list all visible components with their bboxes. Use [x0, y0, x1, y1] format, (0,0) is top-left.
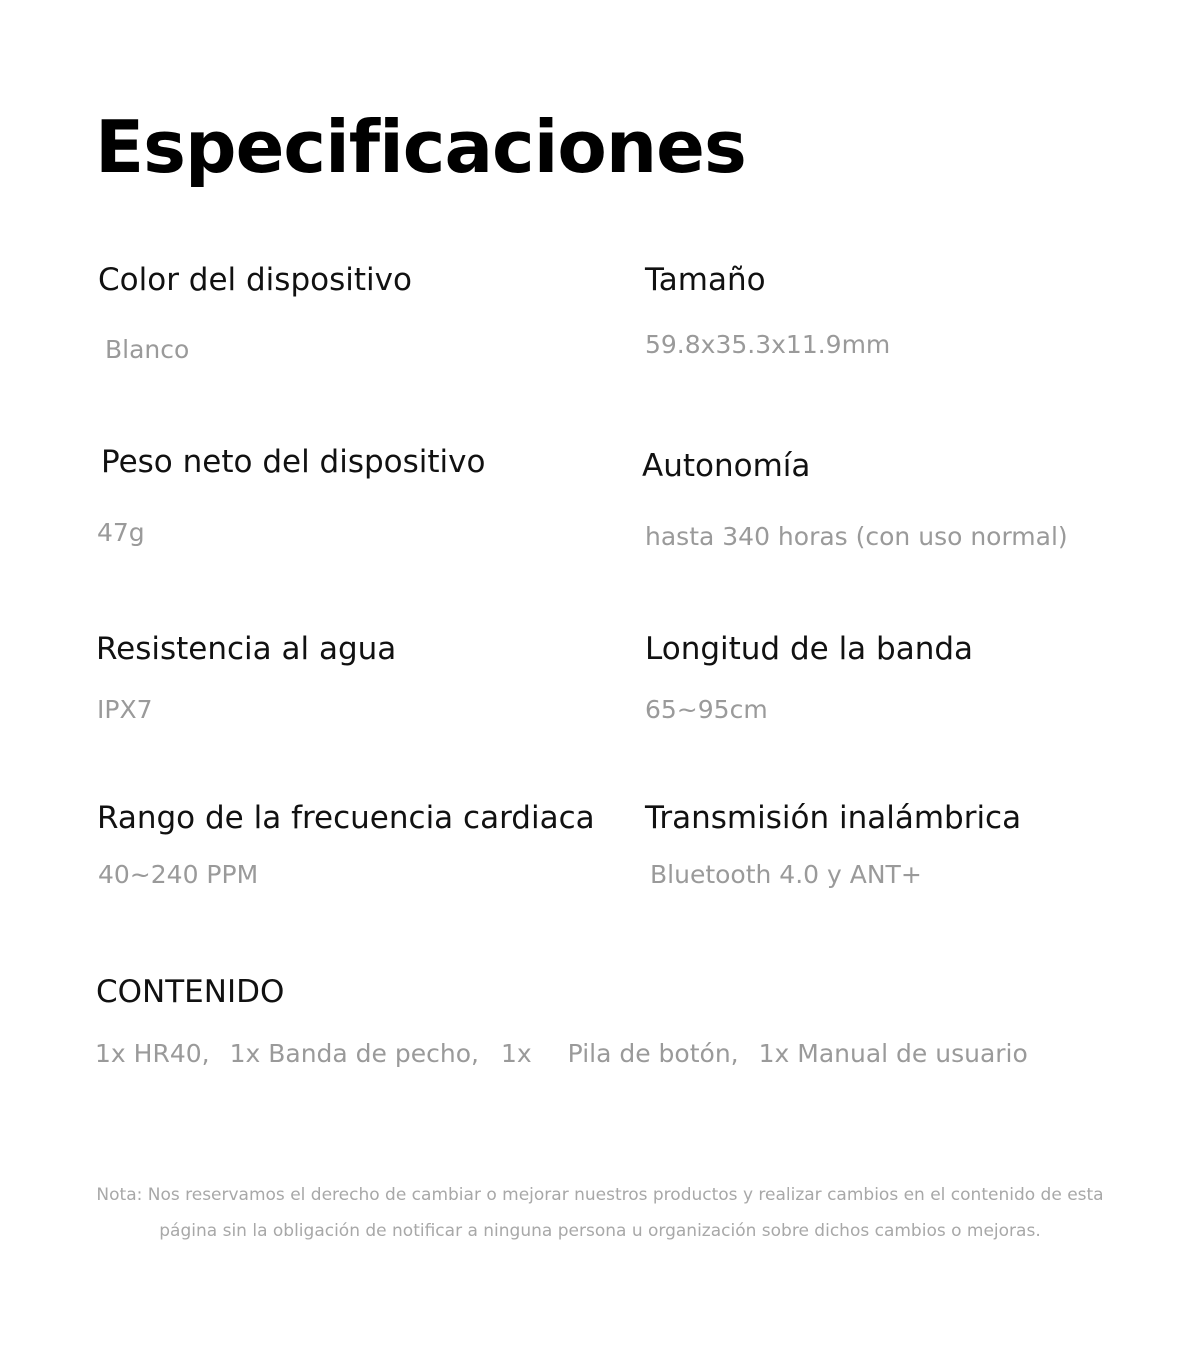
contents-list — [95, 1039, 1028, 1069]
spec-value-wireless: Bluetooth 4.0 y ANT+ — [650, 860, 922, 889]
contents-item: 1x Manual de usuario — [758, 1039, 1028, 1068]
contents-item: Pila de botón, — [567, 1039, 739, 1068]
spec-label-weight: Peso neto del dispositivo — [101, 444, 486, 480]
spec-value-hr-range: 40~240 PPM — [98, 860, 259, 889]
spec-value-band: 65~95cm — [645, 695, 768, 724]
disclaimer-line-2: página sin la obligación de notificar a ninguna persona u organización sobre dichos cambios o mejoras. — [159, 1221, 1041, 1241]
spec-value-weight: 47g — [97, 518, 145, 547]
spec-value-water: IPX7 — [97, 695, 153, 724]
spec-label-battery: Autonomía — [642, 448, 811, 484]
contents-item: 1x Banda de pecho, — [229, 1039, 479, 1068]
spec-label-size: Tamaño — [645, 262, 766, 298]
spec-label-color: Color del dispositivo — [98, 262, 412, 298]
spec-label-hr-range: Rango de la frecuencia cardiaca — [97, 800, 595, 836]
contents-item: 1x HR40, — [95, 1039, 210, 1068]
spec-label-band: Longitud de la banda — [645, 631, 974, 667]
spec-label-water: Resistencia al agua — [96, 631, 397, 667]
spec-value-color: Blanco — [105, 335, 190, 364]
contents-item: 1x — [500, 1039, 532, 1068]
spec-value-battery: hasta 340 horas (con uso normal) — [645, 522, 1068, 551]
contents-heading: CONTENIDO — [96, 974, 285, 1010]
page-title: Especificaciones — [95, 105, 746, 189]
disclaimer-line-1: Nota: Nos reservamos el derecho de cambiar o mejorar nuestros productos y realizar cambios en el contenido de esta — [96, 1185, 1104, 1205]
spec-value-size: 59.8x35.3x11.9mm — [645, 330, 891, 359]
spec-label-wireless: Transmisión inalámbrica — [645, 800, 1022, 836]
